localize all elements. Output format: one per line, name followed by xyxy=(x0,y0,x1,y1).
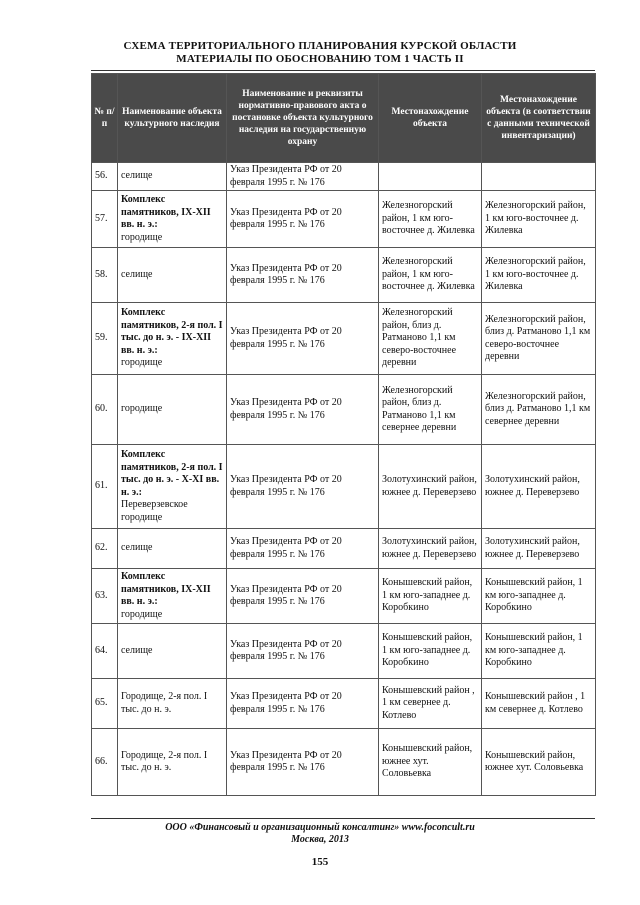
object-name-cell xyxy=(118,375,227,445)
table-row xyxy=(92,248,596,303)
object-name: городище xyxy=(121,403,163,415)
object-location: Золотухинский район, южнее д. Переверзево xyxy=(379,445,482,529)
object-name-cell xyxy=(118,303,227,375)
legal-act: Указ Президента РФ от 20 февраля 1995 г. № 176 xyxy=(227,624,379,679)
object-location: Конышевский район , 1 км севернее д. Котлево xyxy=(379,679,482,729)
object-location: Железногорский район, 1 км юго-восточнее д. Жилевка xyxy=(379,191,482,248)
footer-divider xyxy=(91,818,595,819)
column-header-number: № п/п xyxy=(92,74,118,163)
object-name-cell xyxy=(118,569,227,624)
object-name: городище xyxy=(121,231,163,243)
object-location: Конышевский район, южнее хут. Соловьевка xyxy=(379,729,482,796)
object-location: Конышевский район, 1 км юго-западнее д. Коробкино xyxy=(379,624,482,679)
object-name-cell xyxy=(118,191,227,248)
object-name: Городище, 2-я пол. I тыс. до н. э. xyxy=(121,749,208,773)
object-location xyxy=(379,163,482,191)
object-name: городище xyxy=(121,357,163,369)
legal-act: Указ Президента РФ от 20 февраля 1995 г. № 176 xyxy=(227,248,379,303)
row-number: 63. xyxy=(92,569,118,624)
table-row xyxy=(92,569,596,624)
object-complex-title: Комплекс памятников, IX-XII вв. н. э.: xyxy=(121,571,211,607)
object-name-cell xyxy=(118,729,227,796)
object-location-inventory: Железногорский район, близ д. Ратманово 1,1 км севернее деревни xyxy=(482,375,596,445)
object-location: Железногорский район, близ д. Ратманово 1,1 км севернее деревни xyxy=(379,375,482,445)
row-number: 56. xyxy=(92,163,118,191)
table-row xyxy=(92,163,596,191)
legal-act: Указ Президента РФ от 20 февраля 1995 г. № 176 xyxy=(227,569,379,624)
object-complex-title: Комплекс памятников, 2-я пол. I тыс. до н. э. - X-XI вв. н. э.: xyxy=(121,449,223,498)
table-row xyxy=(92,191,596,248)
legal-act: Указ Президента РФ от 20 февраля 1995 г. № 176 xyxy=(227,529,379,569)
object-name-cell xyxy=(118,248,227,303)
header-divider xyxy=(91,70,595,71)
object-name-cell xyxy=(118,624,227,679)
table-row xyxy=(92,445,596,529)
object-name: селище xyxy=(121,542,153,554)
object-location-inventory xyxy=(482,163,596,191)
object-location-inventory: Конышевский район, 1 км юго-западнее д. Коробкино xyxy=(482,624,596,679)
column-header-act: Наименование и реквизиты нормативно-правового акта о постановке объекта культурного наследия на государственную охрану xyxy=(227,74,379,163)
table-row xyxy=(92,679,596,729)
object-location-inventory: Конышевский район, южнее хут. Соловьевка xyxy=(482,729,596,796)
object-name-cell xyxy=(118,679,227,729)
legal-act: Указ Президента РФ от 20 февраля 1995 г. № 176 xyxy=(227,191,379,248)
page-number: 155 xyxy=(311,856,329,868)
object-name-cell xyxy=(118,163,227,191)
object-complex-title: Комплекс памятников, 2-я пол. I тыс. до н. э. - IX-XII вв. н. э.: xyxy=(121,307,223,356)
row-number: 62. xyxy=(92,529,118,569)
document-title: СХЕМА ТЕРРИТОРИАЛЬНОГО ПЛАНИРОВАНИЯ КУРСКОЙ ОБЛАСТИ xyxy=(123,40,517,52)
table-row xyxy=(92,303,596,375)
object-location: Конышевский район, 1 км юго-западнее д. Коробкино xyxy=(379,569,482,624)
legal-act: Указ Президента РФ от 20 февраля 1995 г. № 176 xyxy=(227,445,379,529)
object-name: Переверзевское городище xyxy=(121,499,188,523)
legal-act: Указ Президента РФ от 20 февраля 1995 г. № 176 xyxy=(227,375,379,445)
legal-act: Указ Президента РФ от 20 февраля 1995 г. № 176 xyxy=(227,163,379,191)
legal-act: Указ Президента РФ от 20 февраля 1995 г. № 176 xyxy=(227,679,379,729)
legal-act: Указ Президента РФ от 20 февраля 1995 г. № 176 xyxy=(227,729,379,796)
object-location-inventory: Золотухинский район, южнее д. Переверзево xyxy=(482,529,596,569)
object-location-inventory: Золотухинский район, южнее д. Переверзево xyxy=(482,445,596,529)
footer-organization: ООО «Финансовый и организационный консалтинг» www.foconcult.ru xyxy=(165,822,475,833)
document-subtitle: МАТЕРИАЛЫ ПО ОБОСНОВАНИЮ ТОМ 1 ЧАСТЬ II xyxy=(176,53,464,65)
footer-city-year: Москва, 2013 xyxy=(291,834,349,845)
column-header-name: Наименование объекта культурного наследия xyxy=(118,74,227,163)
object-name: селище xyxy=(121,268,153,280)
object-complex-title: Комплекс памятников, IX-XII вв. н. э.: xyxy=(121,194,211,230)
heritage-registry-table xyxy=(91,73,596,796)
column-header-location: Местонахождение объекта xyxy=(379,74,482,163)
object-location-inventory: Конышевский район, 1 км юго-западнее д. Коробкино xyxy=(482,569,596,624)
legal-act: Указ Президента РФ от 20 февраля 1995 г. № 176 xyxy=(227,303,379,375)
object-location-inventory: Конышевский район , 1 км севернее д. Котлево xyxy=(482,679,596,729)
row-number: 60. xyxy=(92,375,118,445)
object-name-cell xyxy=(118,529,227,569)
row-number: 57. xyxy=(92,191,118,248)
table-header-row xyxy=(92,74,596,163)
row-number: 65. xyxy=(92,679,118,729)
column-header-location-inventory: Местонахождение объекта (в соответствии с данными технической инвентаризации) xyxy=(482,74,596,163)
object-name: селище xyxy=(121,644,153,656)
object-name: Городище, 2-я пол. I тыс. до н. э. xyxy=(121,691,208,715)
object-location-inventory: Железногорский район, 1 км юго-восточнее д. Жилевка xyxy=(482,191,596,248)
object-name: городище xyxy=(121,608,163,620)
table-body xyxy=(92,163,596,796)
row-number: 61. xyxy=(92,445,118,529)
table-row xyxy=(92,375,596,445)
object-location: Железногорский район, близ д. Ратманово 1,1 км северо-восточнее деревни xyxy=(379,303,482,375)
table-row xyxy=(92,729,596,796)
object-location-inventory: Железногорский район, 1 км юго-восточнее д. Жилевка xyxy=(482,248,596,303)
object-location: Золотухинский район, южнее д. Переверзево xyxy=(379,529,482,569)
row-number: 59. xyxy=(92,303,118,375)
object-name: селище xyxy=(121,170,153,182)
row-number: 64. xyxy=(92,624,118,679)
table-row xyxy=(92,529,596,569)
page-header xyxy=(0,40,640,66)
object-name-cell xyxy=(118,445,227,529)
page-footer xyxy=(0,822,640,846)
table-row xyxy=(92,624,596,679)
row-number: 66. xyxy=(92,729,118,796)
object-location: Железногорский район, 1 км юго-восточнее д. Жилевка xyxy=(379,248,482,303)
object-location-inventory: Железногорский район, близ д. Ратманово 1,1 км северо-восточнее деревни xyxy=(482,303,596,375)
row-number: 58. xyxy=(92,248,118,303)
